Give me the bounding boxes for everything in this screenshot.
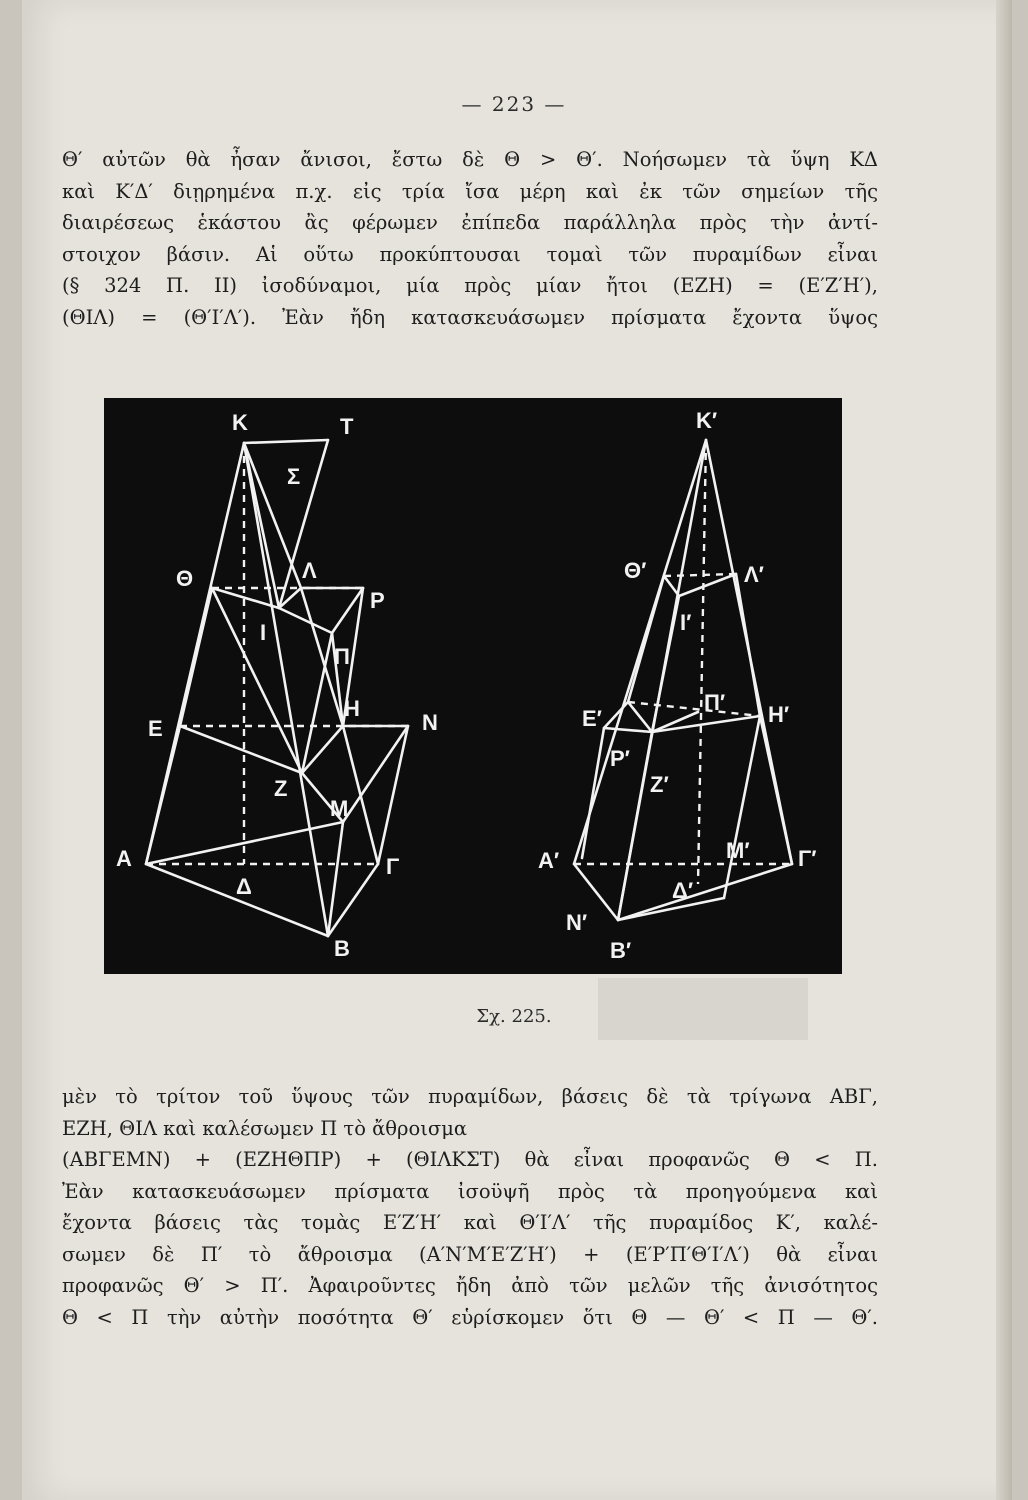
- label-G: Γ: [386, 854, 400, 879]
- figure-pyramids: [104, 398, 842, 974]
- right-labels: [538, 408, 817, 963]
- text-line: (§ 324 Π. ΙΙ) ἰσοδύναμοι, μία πρὸς μίαν ἤτοι (ΕΖΗ) = (Ε′Ζ′Η′),: [62, 274, 878, 297]
- label-Th-prime: Θ′: [624, 558, 647, 583]
- text-line: Ἐὰν κατασκευάσωμεν πρίσματα ἰσοϋψῆ πρὸς τὰ προηγούμενα καὶ: [62, 1179, 878, 1203]
- label-S: Σ: [287, 464, 301, 489]
- label-L: Λ: [302, 558, 317, 583]
- label-Z: Ζ: [274, 776, 288, 801]
- text-line: Θ < Π τὴν αὐτὴν ποσότητα Θ′ εὑρίσκομεν ὅτι Θ — Θ′ < Π — Θ′.: [62, 1305, 878, 1329]
- label-A: Α: [116, 846, 132, 871]
- label-P: Π: [334, 644, 350, 669]
- label-N-prime: Ν′: [566, 910, 588, 935]
- label-E-prime: Ε′: [582, 706, 602, 731]
- label-Z-prime: Ζ′: [650, 772, 669, 797]
- figure-caption: Σχ. 225.: [476, 1006, 552, 1027]
- text-line: ΕΖΗ, ΘΙΛ καὶ καλέσωμεν Π τὸ ἄθροισμα: [62, 1116, 468, 1140]
- text-line: (ΑΒΓΕΜΝ) + (ΕΖΗΘΠΡ) + (ΘΙΛΚΣΤ) θὰ εἶναι προφανῶς Θ < Π.: [62, 1148, 878, 1171]
- text-line: καὶ Κ′Δ′ διῃρημένα π.χ. εἰς τρία ἴσα μέρη καὶ ἐκ τῶν σημείων τῆς: [62, 179, 878, 203]
- label-H: Η: [344, 696, 360, 721]
- label-B-prime: Β′: [610, 938, 632, 963]
- text-line: στοιχον βάσιν. Αἱ οὕτω προκύπτουσαι τομαὶ τῶν πυραμίδων εἶναι: [62, 242, 878, 266]
- label-M-prime: Μ′: [726, 838, 750, 863]
- page-number: — 223 —: [461, 92, 567, 116]
- label-Th: Θ: [176, 566, 194, 591]
- text-line: σωμεν δὲ Π′ τὸ ἄθροισμα (Α′Ν′Μ′Ε′Ζ′Η′) + (Ε′Ρ′Π′Θ′Ι′Λ′) θὰ εἶναι: [62, 1242, 878, 1266]
- label-K-prime: Κ′: [696, 408, 718, 433]
- left-pyramid: [146, 440, 408, 936]
- figure-svg: [104, 398, 842, 974]
- label-A-prime: Α′: [538, 848, 560, 873]
- label-I: Ι: [260, 620, 267, 645]
- label-D-prime: Δ′: [672, 878, 694, 903]
- text-line: ἔχοντα βάσεις τὰς τομὰς Ε′Ζ′Η′ καὶ Θ′Ι′Λ′ τῆς πυραμίδος Κ′, καλέ-: [62, 1211, 878, 1234]
- label-G-prime: Γ′: [798, 846, 817, 871]
- text-line: Θ′ αὐτῶν θὰ ἦσαν ἄνισοι, ἔστω δὲ Θ > Θ′. Νοήσωμεν τὰ ὕψη ΚΔ: [62, 148, 878, 171]
- label-N: Ν: [422, 710, 438, 735]
- label-T: Τ: [340, 414, 354, 439]
- label-P-prime: Π′: [704, 690, 726, 715]
- label-B: Β: [334, 936, 350, 961]
- label-R: Ρ: [370, 588, 385, 613]
- label-E: Ε: [148, 716, 163, 741]
- label-R-prime: Ρ′: [610, 746, 630, 771]
- label-K: Κ: [232, 410, 248, 435]
- label-L-prime: Λ′: [744, 562, 764, 587]
- text-line: διαιρέσεως ἑκάστου ἂς φέρωμεν ἐπίπεδα παράλληλα πρὸς τὴν ἀντί-: [62, 211, 878, 234]
- label-M: Μ: [330, 796, 349, 821]
- right-hidden-edges: [574, 440, 792, 884]
- text-line: προφανῶς Θ′ > Π′. Ἀφαιροῦντες ἤδη ἀπὸ τῶν μελῶν τῆς ἀνισότητος: [62, 1274, 878, 1297]
- text-line: (ΘΙΛ) = (Θ′Ι′Λ′). Ἐὰν ἤδη κατασκευάσωμεν πρίσματα ἔχοντα ὕψος: [62, 305, 878, 329]
- left-labels: [116, 410, 438, 961]
- label-I-prime: Ι′: [680, 610, 692, 635]
- paragraph-bottom: [62, 1081, 878, 1333]
- text-line: μὲν τὸ τρίτον τοῦ ὕψους τῶν πυραμίδων, βάσεις δὲ τὰ τρίγωνα ΑΒΓ,: [62, 1085, 878, 1108]
- paragraph-top: [62, 144, 878, 333]
- label-D: Δ: [236, 874, 252, 899]
- page-edge: [996, 0, 1012, 1500]
- label-H-prime: Η′: [768, 702, 790, 727]
- right-pyramid: [574, 440, 792, 920]
